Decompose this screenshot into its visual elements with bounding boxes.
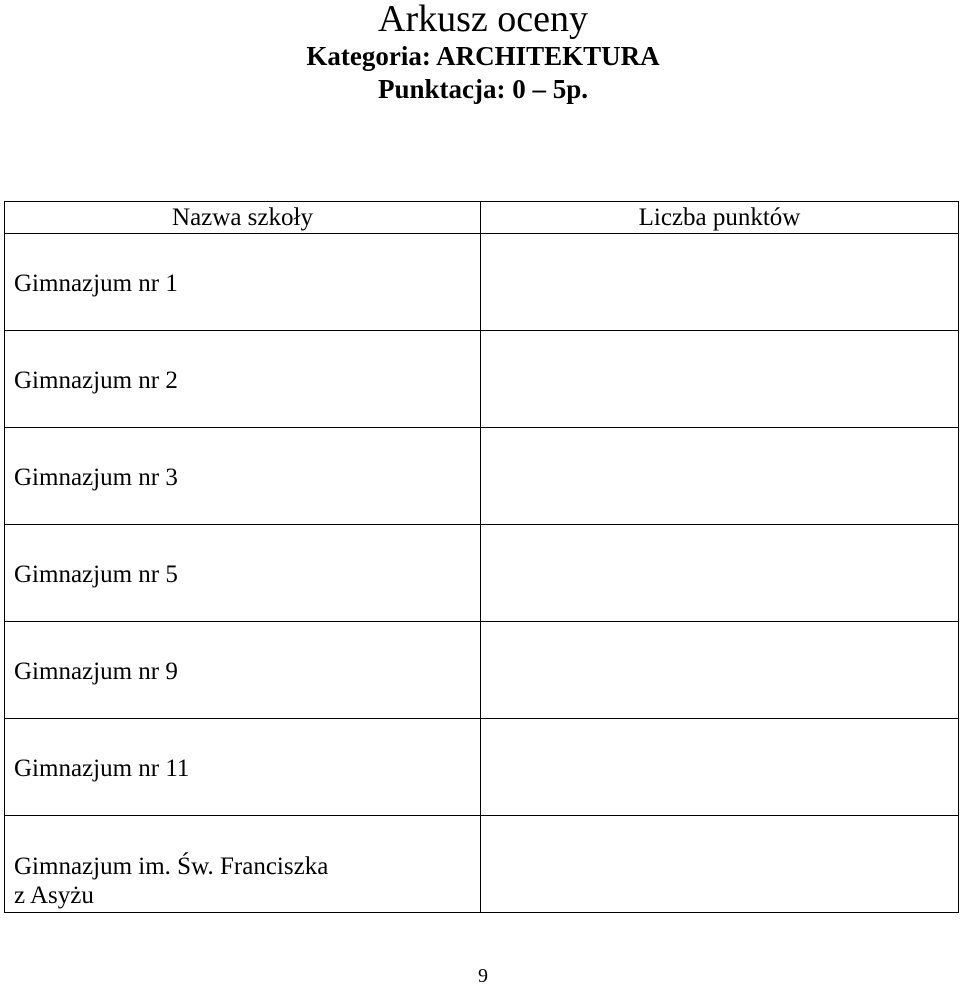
points-cell[interactable] — [481, 622, 959, 719]
school-name-cell: Gimnazjum nr 5 — [5, 525, 481, 622]
school-name-cell — [5, 816, 481, 913]
school-name-cell: Gimnazjum nr 11 — [5, 719, 481, 816]
school-name-cell: Gimnazjum nr 9 — [5, 622, 481, 719]
page-number: 9 — [478, 965, 488, 987]
points-cell[interactable] — [481, 719, 959, 816]
table-row — [5, 816, 959, 913]
table-row — [5, 622, 959, 719]
column-header-points: Liczba punktów — [481, 202, 959, 234]
category-label: Kategoria: ARCHITEKTURA — [306, 41, 660, 71]
score-table — [4, 201, 959, 913]
page-title: Arkusz oceny — [378, 0, 588, 40]
column-header-school: Nazwa szkoły — [5, 202, 481, 234]
scoring-label: Punktacja: 0 – 5p. — [377, 74, 588, 104]
table-header-row — [5, 202, 959, 234]
school-name-line-2: z Asyżu — [14, 882, 94, 909]
points-cell[interactable] — [481, 525, 959, 622]
table-row — [5, 525, 959, 622]
table-row — [5, 234, 959, 331]
school-name-cell: Gimnazjum nr 2 — [5, 331, 481, 428]
points-cell[interactable] — [481, 331, 959, 428]
points-cell[interactable] — [481, 428, 959, 525]
table-row — [5, 428, 959, 525]
points-cell[interactable] — [481, 234, 959, 331]
school-name-cell: Gimnazjum nr 3 — [5, 428, 481, 525]
points-cell[interactable] — [481, 816, 959, 913]
school-name-cell: Gimnazjum nr 1 — [5, 234, 481, 331]
table-row — [5, 331, 959, 428]
school-name-line-1: Gimnazjum im. Św. Franciszka — [14, 853, 329, 880]
table-row — [5, 719, 959, 816]
